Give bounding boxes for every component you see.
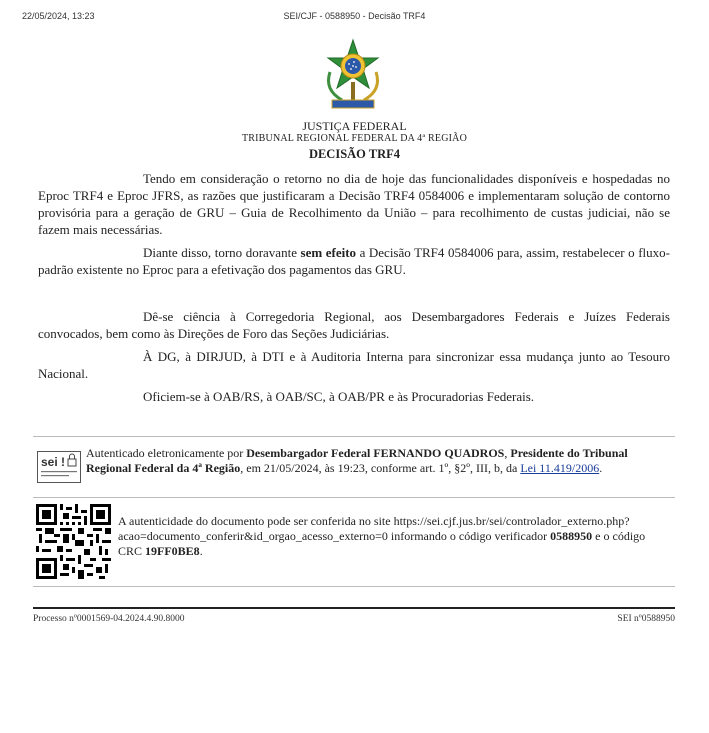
law-link[interactable]: Lei 11.419/2006: [520, 461, 600, 475]
paragraph-1: Tendo em consideração o retorno no dia de hoje das funcionalidades disponíveis e hospedadas no Eproc TRF4 e Eproc JFRS, as razões que justificaram a Decisão TRF4 0584006 e implementaram solução de contorno provisória para a geração de GRU – Guia de Recolhimento da União – para recolhimento de custas judiciai, não se fazem mais necessárias.: [38, 171, 670, 237]
footer-divider: [33, 607, 675, 609]
verification-text: A autenticidade do documento pode ser conferida no site https://sei.cjf.jus.br/sei/controlador_externo.php?acao=documento_conferir&id_orgao_acesso_externo=0 informando o código verificador 0588950 e o código CRC 19FF0BE8.: [118, 514, 646, 558]
footer-process: Processo nº0001569-04.2024.4.90.8000: [33, 614, 185, 624]
paragraph-4: À DG, à DIRJUD, à DTI e à Auditoria Interna para sincronizar essa mudança junto ao Tesouro Nacional.: [38, 349, 670, 381]
org-line1: JUSTIÇA FEDERAL: [302, 119, 407, 133]
document-title: DECISÃO TRF4: [308, 147, 401, 161]
sei-signature-icon: [37, 451, 81, 483]
paragraph-2: Diante disso, torno doravante sem efeito a Decisão TRF4 0584006 para, assim, restabelecer o fluxo-padrão existente no Eproc para a efetivação dos pagamentos das GRU.: [38, 245, 671, 277]
signature-block: [33, 436, 675, 492]
print-datetime: 22/05/2024, 13:23: [22, 11, 95, 21]
qr-code-icon: [36, 504, 111, 579]
paragraph-5: Oficiem-se à OAB/RS, à OAB/SC, à OAB/PR e às Procuradorias Federais.: [143, 389, 535, 404]
coat-of-arms-icon: [318, 38, 388, 116]
paragraph-3: Dê-se ciência à Corregedoria Regional, aos Desembargadores Federais e Juízes Federais convocados, bem como às Direções de Foro das Seções Judiciárias.: [38, 309, 670, 341]
footer-sei-number: SEI nº0588950: [617, 614, 675, 624]
print-doc-ref: SEI/CJF - 0588950 - Decisão TRF4: [283, 11, 426, 21]
svg-text:!: !: [61, 455, 65, 469]
signature-text: Autenticado eletronicamente por Desembargador Federal FERNANDO QUADROS, Presidente do Tribunal Regional Federal da 4ª Região, em 21/05/2024, às 19:23, conforme art. 1º, §2º, III, b, da Lei 11.419/2006.: [86, 446, 628, 475]
org-line2: TRIBUNAL REGIONAL FEDERAL DA 4ª REGIÃO: [241, 133, 468, 144]
svg-text:sei: sei: [41, 455, 58, 469]
verification-block: [33, 497, 675, 587]
